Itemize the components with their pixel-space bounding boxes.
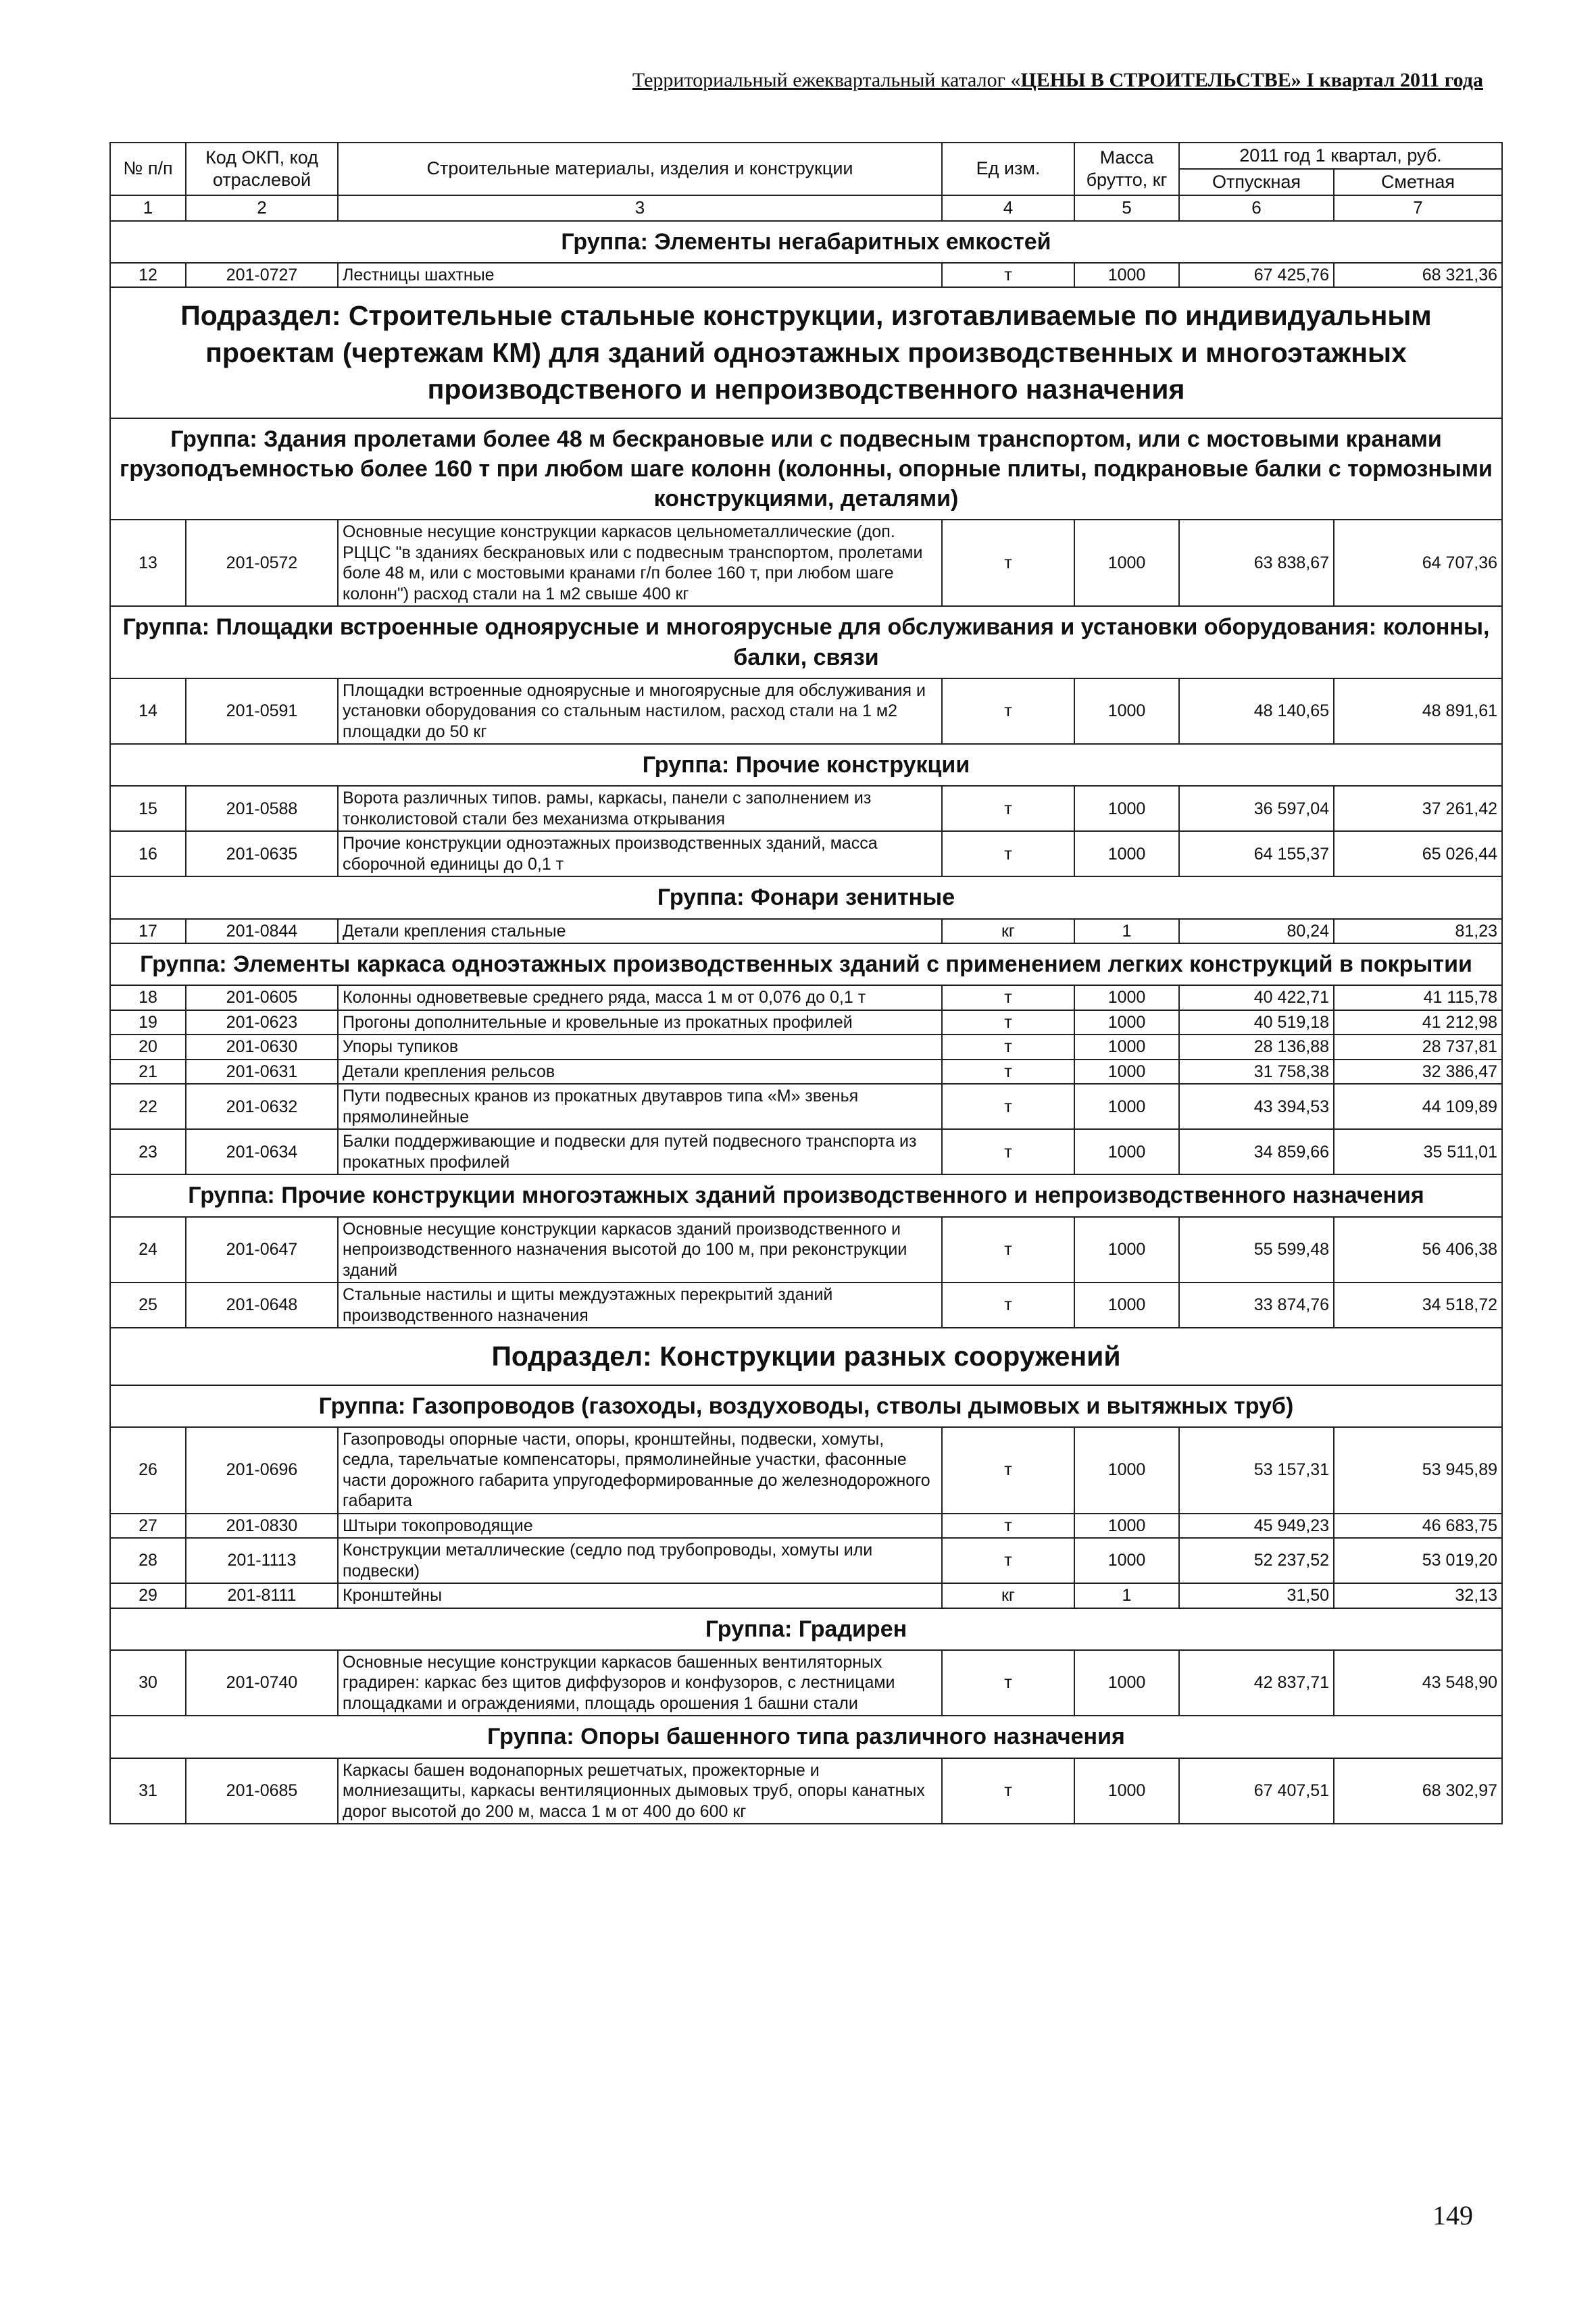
- table-row: [110, 263, 1502, 288]
- header-row-1: [110, 143, 1502, 169]
- item-code: 201-0696: [186, 1427, 338, 1514]
- item-unit: т: [942, 1010, 1074, 1035]
- item-name: Газопроводы опорные части, опоры, кронштейны, подвески, хомуты, седла, тарельчатые компенсаторы, прямолинейные участки, фасонные части дорожного габарита упругодеформированные до железнодорожного габарита: [338, 1427, 942, 1514]
- item-code: 201-0591: [186, 678, 338, 745]
- item-unit: т: [942, 831, 1074, 876]
- item-mass: 1000: [1074, 678, 1179, 745]
- item-name: Прогоны дополнительные и кровельные из прокатных профилей: [338, 1010, 942, 1035]
- group-heading: Группа: Прочие конструкции: [110, 744, 1502, 786]
- table-row: [110, 1650, 1502, 1716]
- estimate-price: 44 109,89: [1334, 1084, 1502, 1129]
- group-heading-row: [110, 606, 1502, 678]
- row-number: 18: [110, 985, 186, 1010]
- item-mass: 1000: [1074, 985, 1179, 1010]
- item-name: Ворота различных типов. рамы, каркасы, панели с заполнением из тонколистовой стали без механизма открывания: [338, 786, 942, 831]
- item-code: 201-0844: [186, 919, 338, 944]
- row-number: 31: [110, 1758, 186, 1824]
- col-header-name: Строительные материалы, изделия и конструкции: [338, 143, 942, 195]
- column-number: 6: [1179, 195, 1334, 221]
- item-unit: т: [942, 263, 1074, 288]
- estimate-price: 46 683,75: [1334, 1514, 1502, 1539]
- item-code: 201-0634: [186, 1129, 338, 1174]
- row-number: 25: [110, 1283, 186, 1328]
- item-code: 201-0630: [186, 1035, 338, 1060]
- item-mass: 1000: [1074, 1283, 1179, 1328]
- item-code: 201-0830: [186, 1514, 338, 1539]
- release-price: 34 859,66: [1179, 1129, 1334, 1174]
- row-number: 26: [110, 1427, 186, 1514]
- release-price: 64 155,37: [1179, 831, 1334, 876]
- row-number: 14: [110, 678, 186, 745]
- col-header-unit: Ед изм.: [942, 143, 1074, 195]
- release-price: 52 237,52: [1179, 1538, 1334, 1583]
- item-unit: кг: [942, 1583, 1074, 1608]
- group-heading-row: [110, 1608, 1502, 1650]
- item-name: Прочие конструкции одноэтажных производственных зданий, масса сборочной единицы до 0,1 т: [338, 831, 942, 876]
- group-heading: Группа: Фонари зенитные: [110, 876, 1502, 918]
- release-price: 36 597,04: [1179, 786, 1334, 831]
- price-table: [109, 142, 1503, 1824]
- release-price: 48 140,65: [1179, 678, 1334, 745]
- estimate-price: 64 707,36: [1334, 520, 1502, 606]
- column-number: 3: [338, 195, 942, 221]
- group-heading-row: [110, 221, 1502, 263]
- item-mass: 1000: [1074, 1758, 1179, 1824]
- item-name: Каркасы башен водонапорных решетчатых, прожекторные и молниезащиты, каркасы вентиляционных дымовых труб, опоры канатных дорог высотой до 200 м, масса 1 м от 400 до 600 кг: [338, 1758, 942, 1824]
- item-unit: кг: [942, 919, 1074, 944]
- item-code: 201-0648: [186, 1283, 338, 1328]
- row-number: 13: [110, 520, 186, 606]
- item-mass: 1000: [1074, 786, 1179, 831]
- table-row: [110, 1427, 1502, 1514]
- group-heading: Группа: Здания пролетами более 48 м бескрановые или с подвесным транспортом, или с мостовыми кранами грузоподъемностью более 160 т при любом шаге колонн (колонны, опорные плиты, подкрановые балки с тормозными конструкциями, деталями): [110, 418, 1502, 520]
- item-name: Балки поддерживающие и подвески для путей подвесного транспорта из прокатных профилей: [338, 1129, 942, 1174]
- item-code: 201-0572: [186, 520, 338, 606]
- row-number: 30: [110, 1650, 186, 1716]
- estimate-price: 32,13: [1334, 1583, 1502, 1608]
- release-price: 63 838,67: [1179, 520, 1334, 606]
- subsection-heading: Подраздел: Конструкции разных сооружений: [110, 1328, 1502, 1385]
- estimate-price: 53 945,89: [1334, 1427, 1502, 1514]
- item-name: Штыри токопроводящие: [338, 1514, 942, 1539]
- row-number: 12: [110, 263, 186, 288]
- item-unit: т: [942, 1283, 1074, 1328]
- col-header-estimate: Сметная: [1334, 169, 1502, 195]
- release-price: 31 758,38: [1179, 1060, 1334, 1085]
- item-unit: т: [942, 786, 1074, 831]
- release-price: 28 136,88: [1179, 1035, 1334, 1060]
- item-code: 201-0623: [186, 1010, 338, 1035]
- estimate-price: 56 406,38: [1334, 1217, 1502, 1283]
- item-unit: т: [942, 1129, 1074, 1174]
- release-price: 33 874,76: [1179, 1283, 1334, 1328]
- item-code: 201-0605: [186, 985, 338, 1010]
- item-name: Стальные настилы и щиты междуэтажных перекрытий зданий производственного назначения: [338, 1283, 942, 1328]
- item-mass: 1000: [1074, 1217, 1179, 1283]
- release-price: 67 407,51: [1179, 1758, 1334, 1824]
- row-number: 21: [110, 1060, 186, 1085]
- item-name: Основные несущие конструкции каркасов башенных вентиляторных градирен: каркас без щитов диффузоров и конфузоров, с лестницами площадками и ограждениями, площадь орошения 1 башни стали: [338, 1650, 942, 1716]
- item-mass: 1000: [1074, 831, 1179, 876]
- group-heading-row: [110, 1385, 1502, 1427]
- estimate-price: 68 302,97: [1334, 1758, 1502, 1824]
- col-header-no: № п/п: [110, 143, 186, 195]
- item-unit: т: [942, 1217, 1074, 1283]
- catalog-header: [500, 69, 1483, 92]
- row-number: 28: [110, 1538, 186, 1583]
- col-header-code: Код ОКП, код отраслевой: [186, 143, 338, 195]
- item-code: 201-0588: [186, 786, 338, 831]
- item-code: 201-0635: [186, 831, 338, 876]
- item-unit: т: [942, 1084, 1074, 1129]
- item-mass: 1000: [1074, 1084, 1179, 1129]
- item-mass: 1: [1074, 919, 1179, 944]
- item-mass: 1000: [1074, 1060, 1179, 1085]
- item-code: 201-0632: [186, 1084, 338, 1129]
- group-heading: Группа: Градирен: [110, 1608, 1502, 1650]
- release-price: 67 425,76: [1179, 263, 1334, 288]
- table-row: [110, 1084, 1502, 1129]
- table-row: [110, 1514, 1502, 1539]
- release-price: 43 394,53: [1179, 1084, 1334, 1129]
- col-header-mass: Масса брутто, кг: [1074, 143, 1179, 195]
- item-name: Основные несущие конструкции каркасов цельнометаллические (доп. РЦЦС "в зданиях бескрановых или с подвесным транспортом, пролетами боле 48 м, или с мостовыми кранами г/п более 160 т, при любом шаге колонн") расход стали на 1 м2 свыше 400 кг: [338, 520, 942, 606]
- table-row: [110, 678, 1502, 745]
- subsection-heading-row: [110, 287, 1502, 418]
- estimate-price: 53 019,20: [1334, 1538, 1502, 1583]
- row-number: 20: [110, 1035, 186, 1060]
- item-mass: 1000: [1074, 1129, 1179, 1174]
- column-number-row: [110, 195, 1502, 221]
- col-header-release: Отпускная: [1179, 169, 1334, 195]
- item-unit: т: [942, 520, 1074, 606]
- item-name: Упоры тупиков: [338, 1035, 942, 1060]
- row-number: 16: [110, 831, 186, 876]
- page-number: 149: [1432, 2200, 1473, 2231]
- estimate-price: 28 737,81: [1334, 1035, 1502, 1060]
- item-name: Колонны одноветвевые среднего ряда, масса 1 м от 0,076 до 0,1 т: [338, 985, 942, 1010]
- row-number: 17: [110, 919, 186, 944]
- table-row: [110, 1583, 1502, 1608]
- catalog-header-text: Территориальный ежеквартальный каталог «: [632, 69, 1021, 91]
- release-price: 40 422,71: [1179, 985, 1334, 1010]
- item-unit: т: [942, 1650, 1074, 1716]
- item-mass: 1000: [1074, 1514, 1179, 1539]
- group-heading-row: [110, 418, 1502, 520]
- item-code: 201-1113: [186, 1538, 338, 1583]
- item-name: Детали крепления рельсов: [338, 1060, 942, 1085]
- item-unit: т: [942, 1035, 1074, 1060]
- table-row: [110, 1060, 1502, 1085]
- release-price: 80,24: [1179, 919, 1334, 944]
- group-heading-row: [110, 1174, 1502, 1216]
- item-name: Детали крепления стальные: [338, 919, 942, 944]
- release-price: 31,50: [1179, 1583, 1334, 1608]
- item-name: Основные несущие конструкции каркасов зданий производственного и непроизводственного назначения высотой до 100 м, при реконструкции зданий: [338, 1217, 942, 1283]
- estimate-price: 41 115,78: [1334, 985, 1502, 1010]
- estimate-price: 65 026,44: [1334, 831, 1502, 876]
- item-unit: т: [942, 1538, 1074, 1583]
- group-heading-row: [110, 744, 1502, 786]
- item-name: Пути подвесных кранов из прокатных двутавров типа «М» звенья прямолинейные: [338, 1084, 942, 1129]
- release-price: 40 519,18: [1179, 1010, 1334, 1035]
- table-row: [110, 1283, 1502, 1328]
- estimate-price: 41 212,98: [1334, 1010, 1502, 1035]
- catalog-header-bold: ЦЕНЫ В СТРОИТЕЛЬСТВЕ» I квартал 2011 года: [1020, 69, 1483, 91]
- group-heading: Группа: Газопроводов (газоходы, воздуховоды, стволы дымовых и вытяжных труб): [110, 1385, 1502, 1427]
- column-number: 7: [1334, 195, 1502, 221]
- item-mass: 1000: [1074, 1010, 1179, 1035]
- estimate-price: 32 386,47: [1334, 1060, 1502, 1085]
- release-price: 55 599,48: [1179, 1217, 1334, 1283]
- column-number: 4: [942, 195, 1074, 221]
- group-heading-row: [110, 1716, 1502, 1758]
- item-unit: т: [942, 985, 1074, 1010]
- release-price: 45 949,23: [1179, 1514, 1334, 1539]
- item-mass: 1000: [1074, 1650, 1179, 1716]
- item-unit: т: [942, 1514, 1074, 1539]
- group-heading: Группа: Элементы каркаса одноэтажных производственных зданий с применением легких конструкций в покрытии: [110, 943, 1502, 985]
- item-name: Лестницы шахтные: [338, 263, 942, 288]
- group-heading-row: [110, 943, 1502, 985]
- estimate-price: 48 891,61: [1334, 678, 1502, 745]
- estimate-price: 35 511,01: [1334, 1129, 1502, 1174]
- row-number: 15: [110, 786, 186, 831]
- item-mass: 1000: [1074, 520, 1179, 606]
- item-code: 201-0685: [186, 1758, 338, 1824]
- item-code: 201-0631: [186, 1060, 338, 1085]
- item-code: 201-0740: [186, 1650, 338, 1716]
- row-number: 19: [110, 1010, 186, 1035]
- item-code: 201-8111: [186, 1583, 338, 1608]
- estimate-price: 68 321,36: [1334, 263, 1502, 288]
- row-number: 29: [110, 1583, 186, 1608]
- estimate-price: 43 548,90: [1334, 1650, 1502, 1716]
- table-body: [110, 221, 1502, 1824]
- table-row: [110, 1129, 1502, 1174]
- estimate-price: 34 518,72: [1334, 1283, 1502, 1328]
- column-number: 2: [186, 195, 338, 221]
- item-unit: т: [942, 1427, 1074, 1514]
- item-name: Кронштейны: [338, 1583, 942, 1608]
- table-row: [110, 1758, 1502, 1824]
- table-row: [110, 786, 1502, 831]
- row-number: 22: [110, 1084, 186, 1129]
- table-row: [110, 1010, 1502, 1035]
- release-price: 53 157,31: [1179, 1427, 1334, 1514]
- table-row: [110, 1217, 1502, 1283]
- item-mass: 1000: [1074, 1035, 1179, 1060]
- table-row: [110, 1035, 1502, 1060]
- item-name: Площадки встроенные одноярусные и многоярусные для обслуживания и установки оборудования со стальным настилом, расход стали на 1 м2 площадки до 50 кг: [338, 678, 942, 745]
- table-row: [110, 919, 1502, 944]
- row-number: 27: [110, 1514, 186, 1539]
- item-mass: 1000: [1074, 1538, 1179, 1583]
- estimate-price: 81,23: [1334, 919, 1502, 944]
- subsection-heading: Подраздел: Строительные стальные конструкции, изготавливаемые по индивидуальным проектам (чертежам КМ) для зданий одноэтажных производственных и многоэтажных производственого и непроизводственного назначения: [110, 287, 1502, 418]
- row-number: 24: [110, 1217, 186, 1283]
- group-heading: Группа: Прочие конструкции многоэтажных зданий производственного и непроизводственного назначения: [110, 1174, 1502, 1216]
- col-header-period: 2011 год 1 квартал, руб.: [1179, 143, 1502, 169]
- group-heading: Группа: Элементы негабаритных емкостей: [110, 221, 1502, 263]
- item-unit: т: [942, 678, 1074, 745]
- item-mass: 1000: [1074, 263, 1179, 288]
- item-name: Конструкции металлические (седло под трубопроводы, хомуты или подвески): [338, 1538, 942, 1583]
- group-heading: Группа: Опоры башенного типа различного назначения: [110, 1716, 1502, 1758]
- subsection-heading-row: [110, 1328, 1502, 1385]
- item-unit: т: [942, 1758, 1074, 1824]
- item-mass: 1000: [1074, 1427, 1179, 1514]
- item-code: 201-0727: [186, 263, 338, 288]
- release-price: 42 837,71: [1179, 1650, 1334, 1716]
- column-number: 5: [1074, 195, 1179, 221]
- table-row: [110, 520, 1502, 606]
- group-heading: Группа: Площадки встроенные одноярусные и многоярусные для обслуживания и установки оборудования: колонны, балки, связи: [110, 606, 1502, 678]
- table-row: [110, 1538, 1502, 1583]
- row-number: 23: [110, 1129, 186, 1174]
- estimate-price: 37 261,42: [1334, 786, 1502, 831]
- table-row: [110, 985, 1502, 1010]
- item-code: 201-0647: [186, 1217, 338, 1283]
- item-unit: т: [942, 1060, 1074, 1085]
- table-row: [110, 831, 1502, 876]
- column-number: 1: [110, 195, 186, 221]
- item-mass: 1: [1074, 1583, 1179, 1608]
- group-heading-row: [110, 876, 1502, 918]
